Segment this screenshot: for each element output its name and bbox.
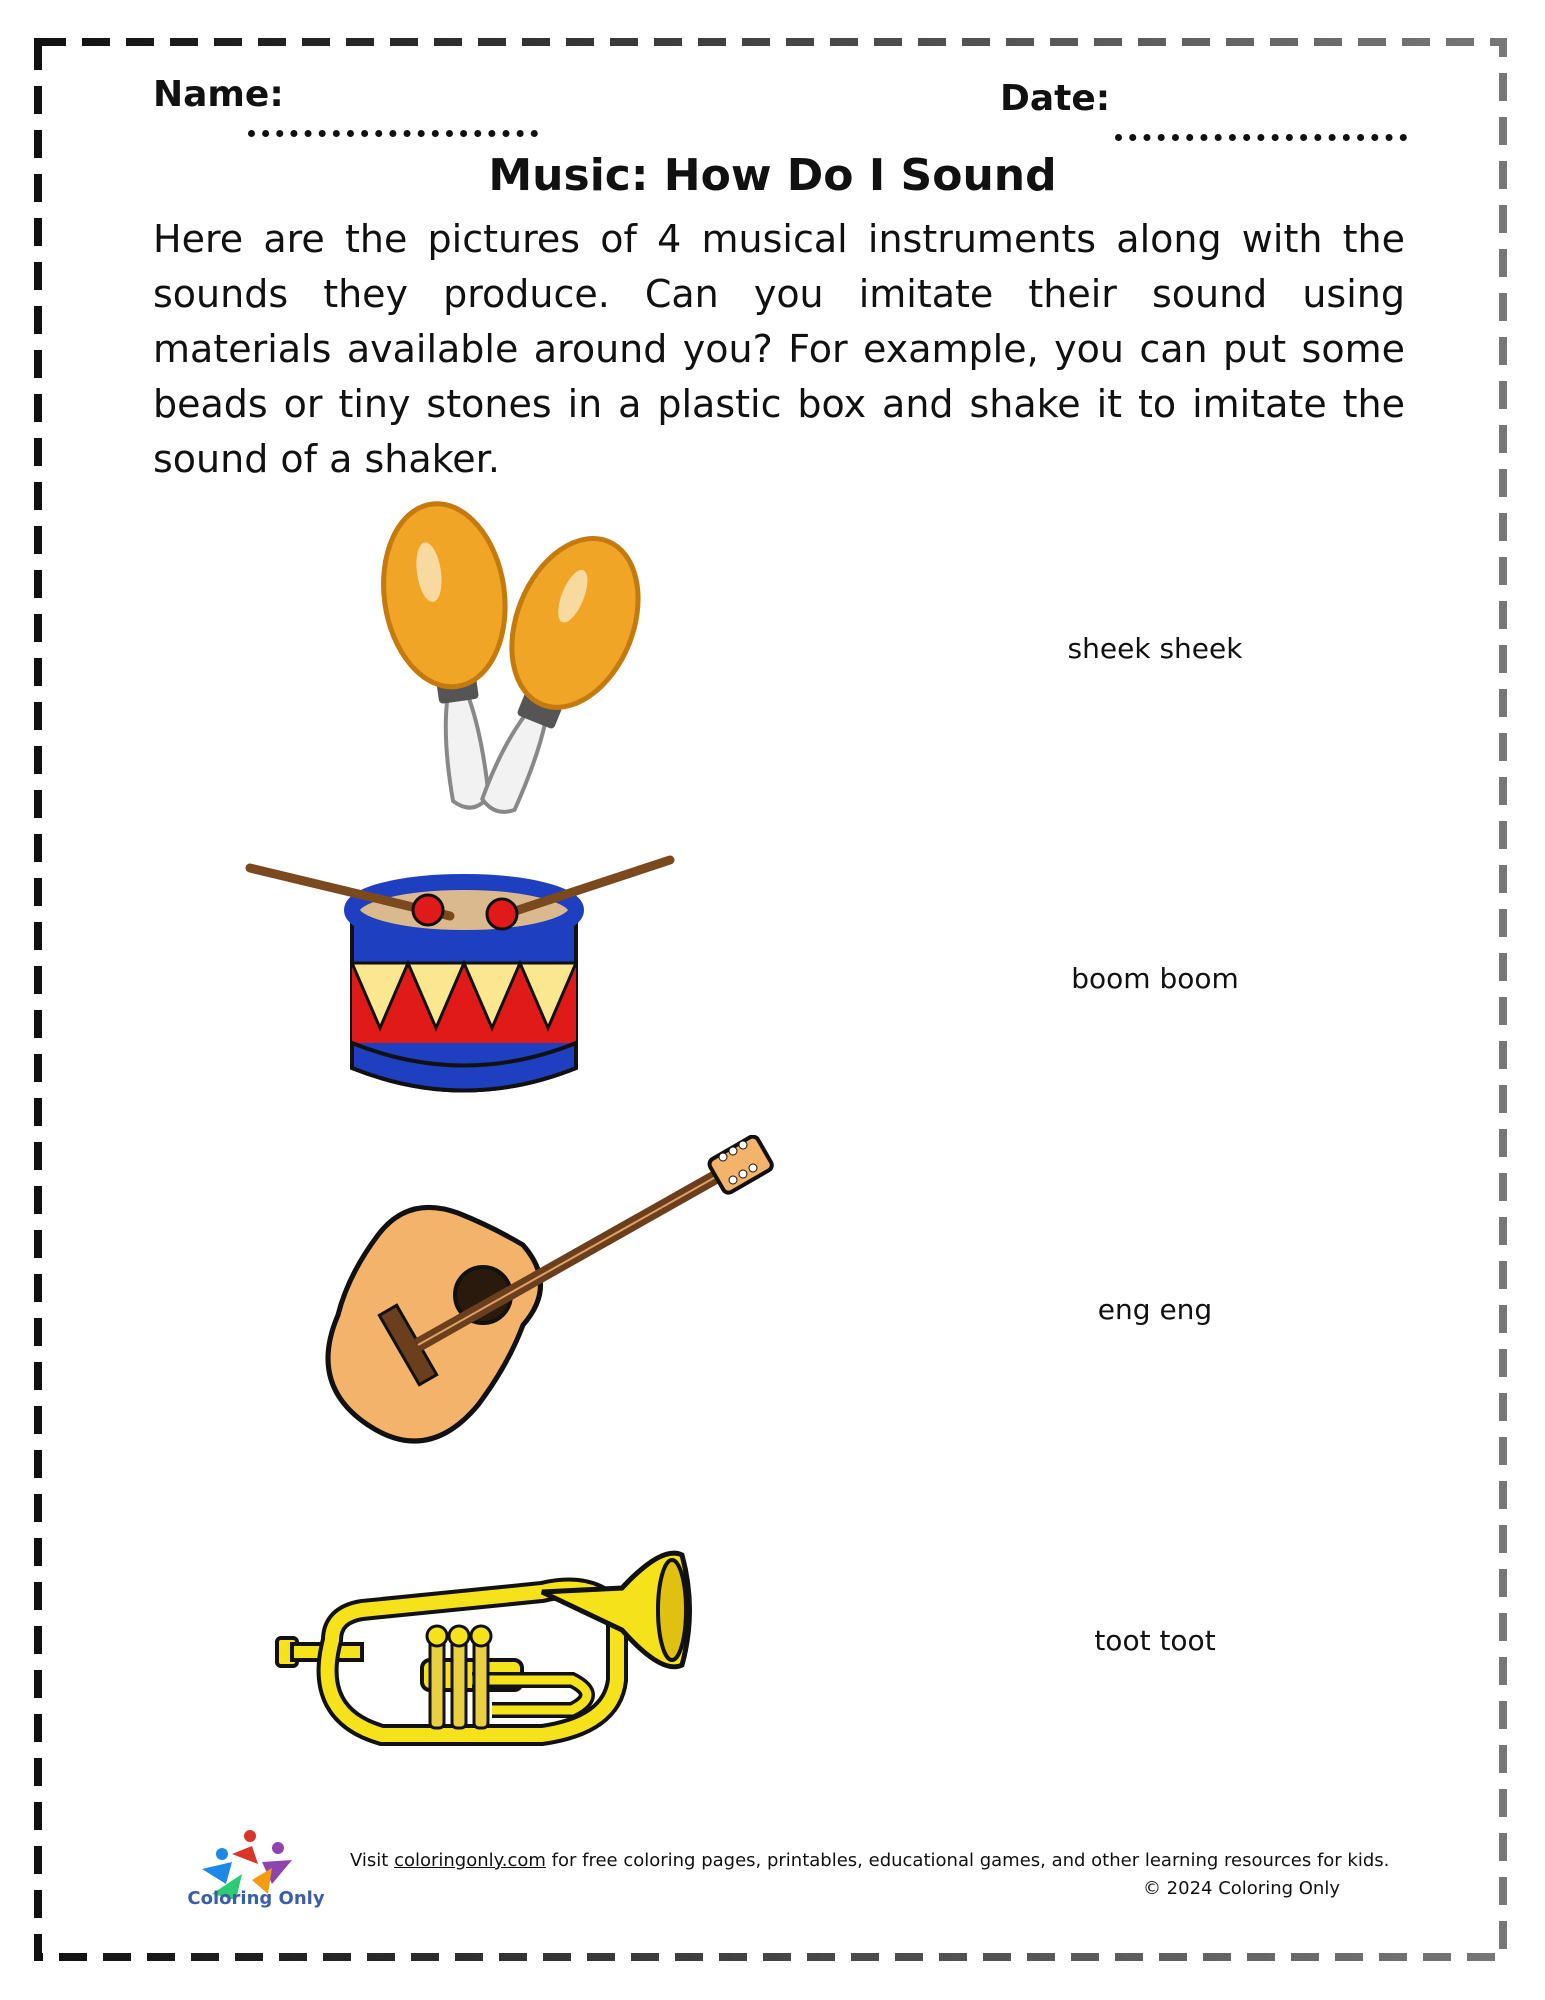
worksheet-title: Music: How Do I Sound — [488, 150, 1057, 201]
date-line[interactable] — [1115, 134, 1407, 141]
instructions-text: Here are the pictures of 4 musical instruments along with the sounds they produce. Can you imitate their sound using materials available around you? For example, you can put some beads or tiny stones in a plastic box and shake it to imitate the sound of a shaker. — [153, 217, 1405, 481]
sound-label-drum: boom boom — [1071, 962, 1239, 995]
sound-label-trumpet: toot toot — [1094, 1624, 1216, 1657]
name-label: Name: — [153, 74, 284, 115]
logo-text: Coloring Only — [187, 1888, 325, 1909]
maracas-icon — [370, 500, 650, 820]
coloringonly-link[interactable]: coloringonly.com — [394, 1850, 546, 1871]
name-line[interactable] — [248, 130, 538, 137]
sound-label-maracas: sheek sheek — [1067, 632, 1243, 665]
date-label: Date: — [1000, 78, 1111, 119]
copyright-text: © 2024 Coloring Only — [1142, 1878, 1340, 1899]
visit-prefix: Visit — [350, 1850, 395, 1871]
trumpet-icon — [272, 1530, 712, 1760]
footer-visit-text — [350, 1850, 1389, 1871]
guitar-icon — [318, 1135, 778, 1455]
sound-label-guitar: eng eng — [1097, 1293, 1213, 1326]
drum-icon — [240, 848, 690, 1098]
visit-suffix: for free coloring pages, printables, educational games, and other learning resources for kids. — [545, 1850, 1390, 1871]
